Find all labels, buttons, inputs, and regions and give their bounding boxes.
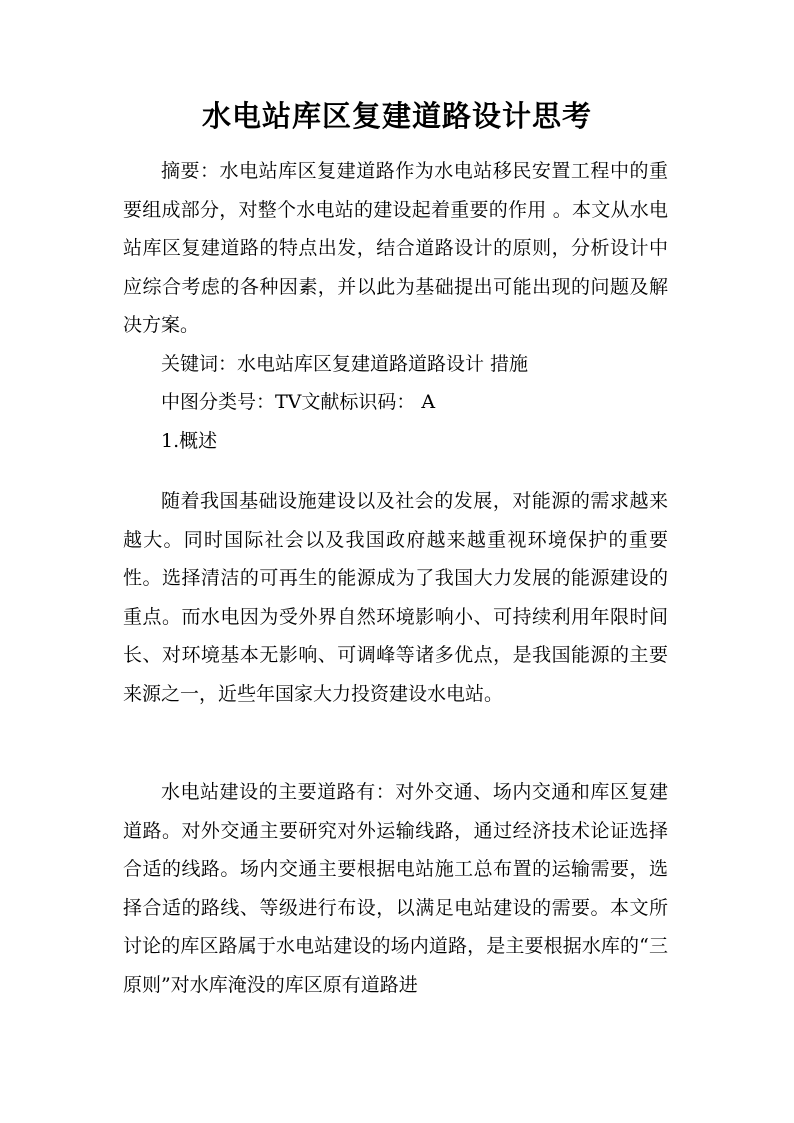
body-paragraph: 随着我国基础设施建设以及社会的发展，对能源的需求越来越大。同时国际社会以及我国政府越来越重视环境保护的重要性。选择清洁的可再生的能源成为了我国大力发展的能源建设的重点。而水电因为受外界自然环境影响小、可持续利用年限时间长、对环境基本无影响、可调峰等诸多优点，是我国能源的主要来源之一，近些年国家大力投资建设水电站。 [123,490,668,705]
section-heading: 1.概述 [161,429,218,452]
keywords-line: 关键词：水电站库区复建道路道路设计 措施 [161,352,529,375]
document-title: 水电站库区复建道路设计思考 [201,99,592,133]
body-paragraph: 水电站建设的主要道路有：对外交通、场内交通和库区复建道路。对外交通主要研究对外运输线路，通过经济技术论证选择合适的线路。场内交通主要根据电站施工总布置的运输需要，选择合适的路线、等级进行布设，以满足电站建设的需要。本文所讨论的库区路属于水电站建设的场内道路，是主要根据水库的“三原则”对水库淹没的库区原有道路进 [123,781,668,996]
front-matter [123,152,668,460]
abstract-paragraph: 摘要：水电站库区复建道路作为水电站移民安置工程中的重要组成部分，对整个水电站的建设起着重要的作用 。本文从水电站库区复建道路的特点出发，结合道路设计的原则，分析设计中应综合考虑的各种因素，并以此为基础提出可能出现的问题及解决方案。 [123,160,668,336]
overview-paragraph-1-block [123,482,668,713]
classification-line: 中图分类号：TV文献标识码： A [161,391,436,413]
overview-paragraph-2-block [123,773,668,1004]
